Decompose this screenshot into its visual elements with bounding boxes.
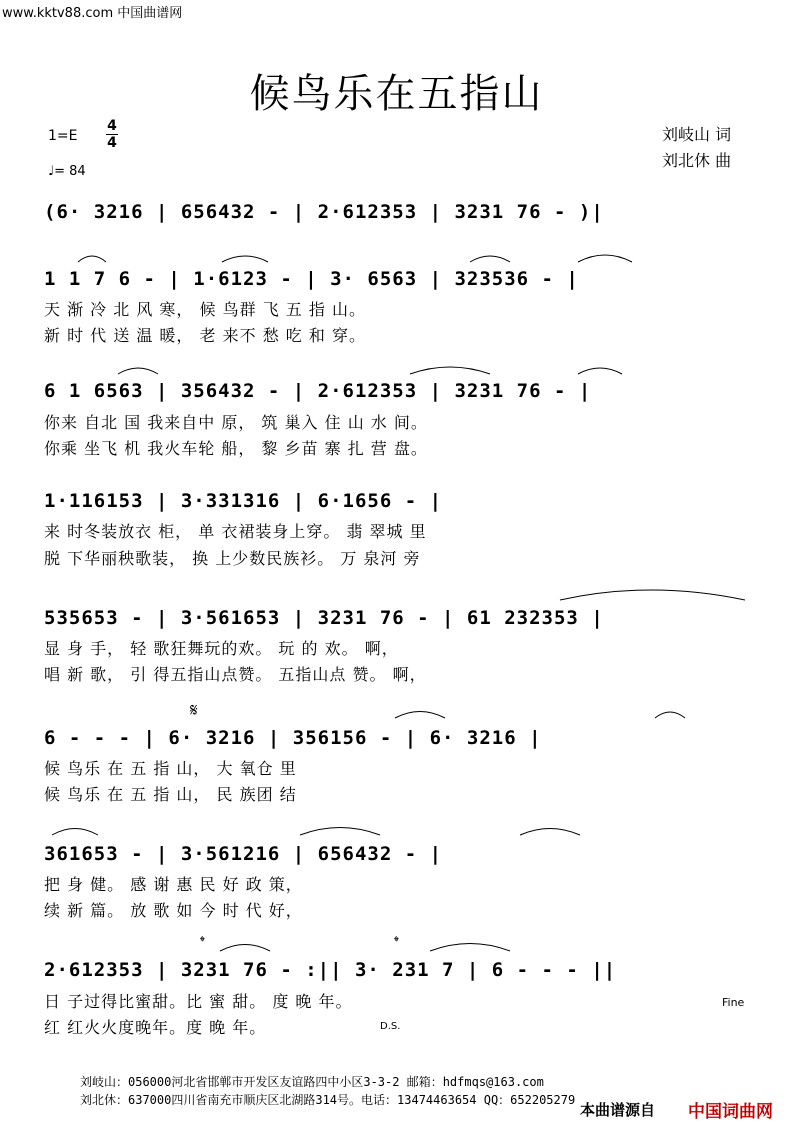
ds-marking: D.S. (380, 1021, 401, 1032)
slur-arc (655, 712, 685, 718)
score-line-7-lyric-2: 续 新 篇。 放 歌 如 今 时 代 好， (44, 901, 303, 920)
score-line-2-lyric-2: 新 时 代 送 温 暖， 老 来不 愁 吃 和 穿。 (44, 326, 366, 345)
time-signature-top: 4 (107, 118, 117, 134)
segno-sign: 𝄋 (190, 700, 198, 721)
score-line-1-notes: (6· 3216 | 656432 - | 2·612353 | 3231 76 - )| (44, 201, 604, 223)
slur-arc (78, 256, 106, 262)
slur-arc (470, 256, 510, 262)
song-title: 候鸟乐在五指山 (249, 71, 544, 117)
score-line-4-notes: 1·116153 | 3·331316 | 6·1656 - | (44, 490, 443, 512)
score-line-7-notes: 361653 - | 3·561216 | 656432 - | (44, 843, 443, 865)
score-line-8-notes: 2·612353 | 3231 76 - :|| 3· 231 7 | 6 - - - || (44, 959, 617, 981)
footer-site-name[interactable]: 中国词曲网 (688, 1102, 773, 1122)
slur-arc (410, 367, 490, 374)
score-line-6-lyric-1: 候 鸟乐 在 五 指 山， 大 氧仓 里 (44, 759, 297, 778)
score-line-5-notes: 535653 - | 3·561653 | 3231 76 - | 61 232353 | (44, 607, 604, 629)
footer-source-label: 本曲谱源自 (580, 1101, 656, 1119)
score-line-5-lyric-2: 唱 新 歌， 引 得五指山点赞。 五指山点 赞。 啊， (44, 665, 427, 684)
score-line-6-lyric-2: 候 鸟乐 在 五 指 山， 民 族团 结 (44, 785, 297, 804)
score-line-3-lyric-2: 你乘 坐飞 机 我火车轮 船， 黎 乡苗 寨 扎 营 盘。 (44, 439, 428, 458)
composer-credit: 刘北休 曲 (662, 151, 732, 170)
slur-arc (430, 944, 510, 952)
score-line-8-lyric-2: 红 红火火度晚年。度 晚 年。 (44, 1018, 267, 1037)
score-line-3-notes: 6 1 6563 | 356432 - | 2·612353 | 3231 76 - | (44, 380, 592, 402)
contact-composer: 刘北休：637000四川省南充市顺庆区北湖路314号。电话：13474463654 QQ：652205279 (80, 1093, 576, 1107)
slur-arc (578, 255, 632, 262)
score-line-3-lyric-1: 你来 自北 国 我来自中 原， 筑 巢入 住 山 水 间。 (44, 413, 428, 432)
slur-arc (52, 829, 98, 836)
key-signature: 1=E (48, 128, 78, 144)
slur-arc (118, 368, 158, 374)
coda-sign-2: 𝄌 (394, 934, 399, 950)
slur-arc (520, 829, 580, 836)
score-line-4-lyric-2: 脱 下华丽秧歌装， 换 上少数民族衫。 万 泉河 旁 (44, 549, 421, 568)
score-line-2-notes: 1 1 7 6 - | 1·6123 - | 3· 6563 | 323536 - | (44, 268, 579, 290)
score-line-2-lyric-1: 天 渐 冷 北 风 寒， 候 鸟群 飞 五 指 山。 (44, 300, 366, 319)
slur-arc (395, 712, 445, 719)
score-line-8-lyric-1: 日 子过得比蜜甜。比 蜜 甜。 度 晚 年。 (44, 992, 353, 1011)
score-line-5-lyric-1: 显 身 手， 轻 歌狂舞玩的欢。 玩 的 欢。 啊， (44, 639, 399, 658)
tempo-marking: ♩= 84 (48, 164, 86, 179)
score-line-6-notes: 6 - - - | 6· 3216 | 356156 - | 6· 3216 | (44, 727, 542, 749)
coda-sign-1: 𝄌 (200, 934, 205, 950)
score-line-4-lyric-1: 来 时冬装放衣 柜， 单 衣裙装身上穿。 翡 翠城 里 (44, 522, 427, 541)
fine-marking: Fine (722, 996, 745, 1009)
slur-arc (560, 590, 745, 600)
lyricist-credit: 刘岐山 词 (662, 125, 732, 144)
slur-arc (300, 828, 380, 836)
slur-arc (578, 368, 622, 374)
score-line-7-lyric-1: 把 身 健。 感 谢 惠 民 好 政 策， (44, 875, 303, 894)
time-signature-bottom: 4 (107, 135, 117, 151)
slur-arc (220, 945, 270, 952)
slur-arc (222, 256, 268, 262)
contact-lyricist: 刘岐山：056000河北省邯郸市开发区友谊路四中小区3-3-2 邮箱：hdfmqs@163.com (80, 1075, 544, 1089)
site-watermark: www.kktv88.com 中国曲谱网 (2, 6, 183, 21)
